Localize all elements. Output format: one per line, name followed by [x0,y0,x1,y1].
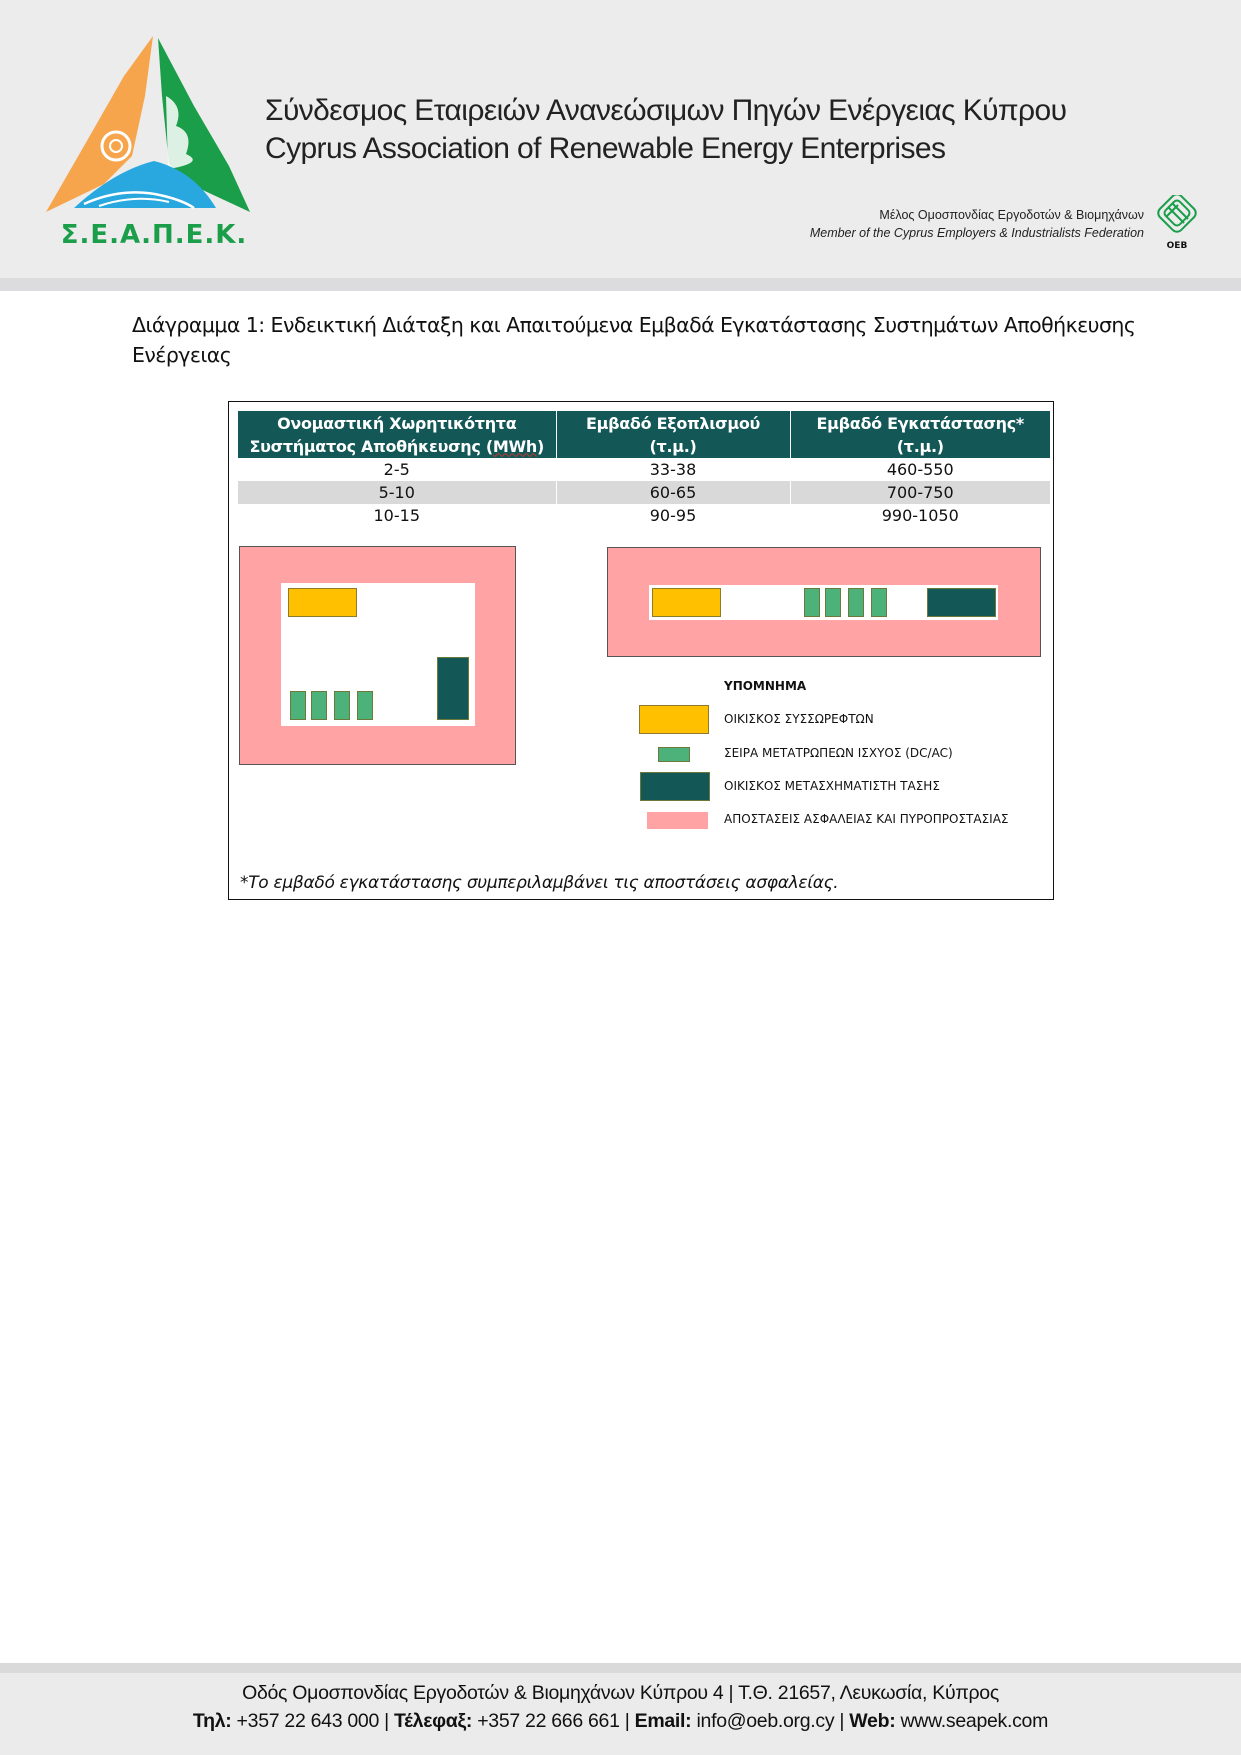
equipment-area [281,583,475,726]
table-header-row [238,411,1050,458]
web-label: Web: [849,1710,896,1732]
footer-divider [0,1663,1241,1673]
letterhead-divider [0,278,1241,291]
legend-label-battery: ΟΙΚΙΣΚΟΣ ΣΥΣΣΩΡΕΦΤΩΝ [724,712,874,726]
logo-text: Σ.Ε.Α.Π.Ε.Κ. [60,220,248,246]
cell-equipment-area: 90-95 [556,504,790,527]
unit-mwh: MWh [492,436,537,456]
cell-installation-area: 460-550 [886,460,954,479]
table-row [238,504,1050,527]
figure-footnote: *Το εμβαδό εγκατάστασης συμπεριλαμβάνει τις αποστάσεις ασφαλείας. [240,873,839,893]
membership-greek: Μέλος Ομοσπονδίας Εργοδοτών & Βιομηχάνων [879,208,1144,222]
inverter [334,691,350,720]
membership-english: Member of the Cyprus Employers & Industrialists Federation [809,226,1144,240]
inverter [311,691,327,720]
cell-installation-area: 700-750 [790,481,1050,504]
footer-address: Οδός Ομοσπονδίας Εργοδοτών & Βιομηχάνων Κύπρου 4 | Τ.Θ. 21657, Λευκωσία, Κύπρος [242,1682,999,1704]
cell-capacity: 2-5 [238,458,556,481]
cell-capacity: 5-10 [238,481,556,504]
legend-swatch-transformer [640,772,710,801]
layout-compact [239,546,516,765]
diagram-caption: Διάγραμμα 1: Ενδεικτική Διάταξη και Απαιτούμενα Εμβαδά Εγκατάστασης Συστημάτων Αποθήκευσης Ενέργειας [132,313,1136,367]
fax-label: Τέλεφαξ: [394,1710,473,1732]
inverter [290,691,306,720]
fax-value: +357 22 666 661 | [472,1710,635,1732]
email-value[interactable]: info@oeb.org.cy | [691,1710,850,1732]
inverter [848,588,864,617]
transformer-container [927,588,996,617]
header-capacity: Ονομαστική Χωρητικότητα Συστήματος Αποθήκευσης (MWh) [238,411,556,458]
legend-swatch-inverter [658,747,690,762]
legend-label-transformer: ΟΙΚΙΣΚΟΣ ΜΕΤΑΣΧΗΜΑΤΙΣΤΗ ΤΑΣΗΣ [724,779,940,793]
email-label: Email: [634,1710,692,1732]
cell-equipment-area: 60-65 [556,481,790,504]
header-equipment-area: Εμβαδό Εξοπλισμού (τ.μ.) [556,411,790,458]
cell-equipment-area: 33-38 [556,458,790,481]
header-installation-area: Εμβαδό Εγκατάστασης* (τ.μ.) [790,411,1050,458]
inverter [804,588,820,617]
tel-label: Τηλ: [192,1710,232,1732]
inverter [357,691,373,720]
equipment-area [649,585,998,620]
table-row [238,481,1050,504]
capacity-area-table [238,411,1050,527]
battery-container [652,588,721,617]
cell-capacity: 10-15 [238,504,556,527]
web-value[interactable]: www.seapek.com [895,1710,1049,1732]
organization-name [265,92,1066,168]
cell-installation-area: 990-1050 [881,506,959,525]
federation-membership [810,206,1144,242]
legend-label-safety: ΑΠΟΣΤΑΣΕΙΣ ΑΣΦΑΛΕΙΑΣ ΚΑΙ ΠΥΡΟΠΡΟΣΤΑΣΙΑΣ [724,812,1009,826]
battery-container [288,588,357,617]
layout-linear [607,547,1041,657]
organization-name-english: Cyprus Association of Renewable Energy Enterprises [265,132,946,165]
legend-label-inverter: ΣΕΙΡΑ ΜΕΤΑΤΡΩΠΕΩΝ ΙΣΧΥΟΣ (DC/AC) [724,746,953,760]
legend-swatch-safety [647,812,708,829]
seapek-logo [44,36,264,246]
table-row [238,458,1050,481]
svg-text:OEB: OEB [1166,241,1188,251]
legend-swatch-battery [639,705,709,734]
inverter [825,588,841,617]
tel-value: +357 22 643 000 | [231,1710,394,1732]
legend-title: ΥΠΟΜΝΗΜΑ [724,679,807,693]
footer-contacts [0,1710,1241,1733]
oeb-logo [1150,195,1205,251]
transformer-container [437,657,469,720]
inverter [871,588,887,617]
organization-name-greek: Σύνδεσμος Εταιρειών Ανανεώσιμων Πηγών Ενέργειας Κύπρου [265,94,1067,127]
